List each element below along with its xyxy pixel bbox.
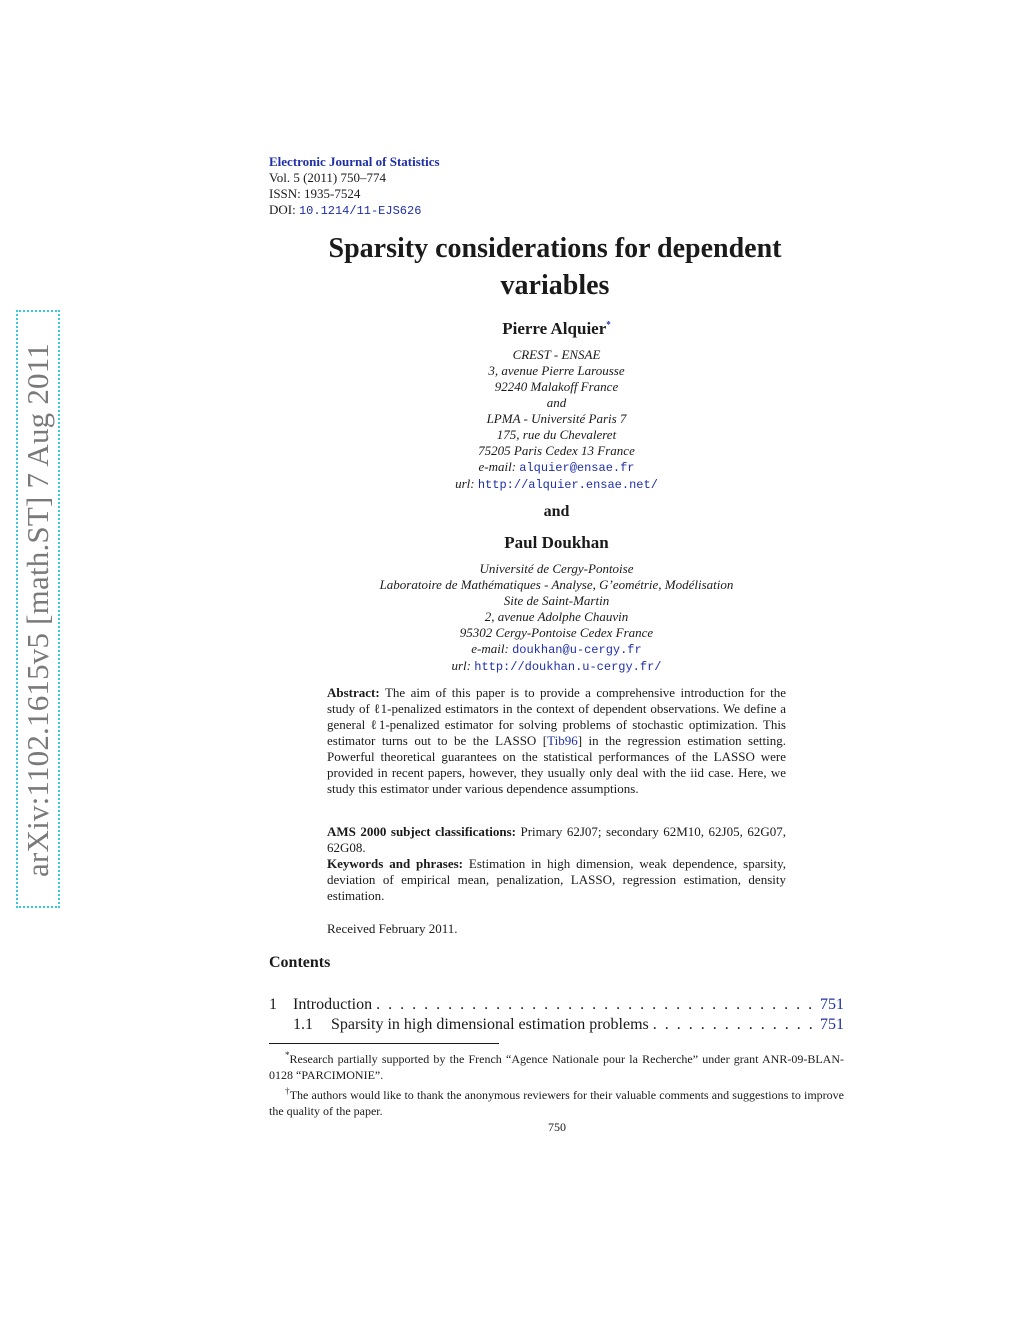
affiliation-line: 75205 Paris Cedex 13 France: [478, 443, 635, 458]
affiliation-line: 175, rue du Chevaleret: [496, 427, 617, 442]
journal-name-link[interactable]: Electronic Journal of Statistics: [269, 154, 440, 169]
author-1-affiliation: [300, 347, 813, 493]
author-1-url-line: [300, 476, 813, 493]
author-1-url-link[interactable]: http://alquier.ensae.net/: [477, 478, 658, 492]
author-1-name-text: Pierre Alquier: [502, 319, 607, 338]
toc-title: Introduction: [293, 996, 373, 1013]
affiliation-line: 95302 Cergy-Pontoise Cedex France: [459, 625, 654, 640]
affiliation-line: and: [546, 395, 567, 410]
citation-link[interactable]: Tib96: [547, 733, 578, 748]
authors-and: and: [543, 503, 570, 520]
arxiv-stamp-text: arXiv:1102.1615v5 [math.ST] 7 Aug 2011: [20, 343, 55, 877]
affiliation-line: Laboratoire de Mathématiques - Analyse, G’eométrie, Modélisation: [379, 577, 734, 592]
toc-entry[interactable]: [293, 1015, 844, 1035]
paper-title: [230, 230, 880, 304]
footnote: [269, 1083, 844, 1119]
ams-text: Primary 62J07; secondary 62M10, 62J05, 62G07, 62G08.: [327, 824, 786, 855]
author-2-url-link[interactable]: http://doukhan.u-cergy.fr/: [474, 660, 662, 674]
keywords-label: Keywords and phrases:: [327, 856, 463, 871]
footnote: [269, 1047, 844, 1083]
ams-classification: [327, 824, 786, 856]
toc-title: Sparsity in high dimensional estimation problems: [331, 1016, 649, 1033]
footnote-mark-link[interactable]: *: [606, 319, 611, 330]
keywords: [327, 856, 786, 904]
abstract-text: The aim of this paper is to provide a comprehensive introduction for the study of ℓ1-penalized estimators in the context of dependent observations. We define a general ℓ1-penalized estimator for solving problems of stochastic optimization. This estimator turns out to be the LASSO: [327, 685, 787, 748]
abstract: Abstract: The aim of this paper is to provide a comprehensive introduction for the study of ℓ1-penalized estimators in the context of dependent observations. We define a general ℓ1-penalized estimator for solving problems of stochastic optimization. This estimator turns out to be the LASSO [Tib96] in the regression estimation setting. Powerful theoretical guarantees on the statistical performances of the LASSO were provided in recent papers, however, they usually only deal with the iid case. Here, we study this estimator under various dependence assumptions.: [327, 685, 787, 796]
arxiv-stamp: [16, 310, 64, 912]
title-line-2: variables: [500, 270, 610, 301]
affiliation-line: 92240 Malakoff France: [494, 379, 619, 394]
author-2-email-line: [300, 641, 813, 658]
keywords-text: Estimation in high dimension, weak dependence, sparsity, deviation of empirical mean, penalization, LASSO, regression estimation, density estimation.: [327, 856, 787, 903]
classification-block: [327, 824, 786, 904]
toc-page-link[interactable]: 751: [820, 1016, 844, 1033]
author-2-name: Paul Doukhan: [504, 533, 609, 552]
toc-leader: [376, 995, 816, 1015]
email-label: e-mail:: [478, 459, 517, 474]
author-1-email-link[interactable]: alquier@ensae.fr: [519, 461, 635, 475]
contents-heading: Contents: [269, 954, 331, 971]
affiliation-line: Université de Cergy-Pontoise: [479, 561, 634, 576]
author-1-email-line: [300, 459, 813, 476]
footnote-text: The authors would like to thank the anonymous reviewers for their valuable comments and suggestions to improve the quality of the paper.: [269, 1088, 845, 1118]
ams-label: AMS 2000 subject classifications:: [327, 824, 516, 839]
abstract-text-continued: in the regression estimation setting. Powerful theoretical guarantees on the statistical performances of the LASSO were provided in recent papers, however, they usually only deal with the iid case. Here, we study this estimator under various dependence assumptions.: [327, 733, 786, 796]
url-label: url:: [455, 476, 475, 491]
journal-issn: ISSN: 1935-7524: [269, 186, 361, 201]
doi-link[interactable]: 10.1214/11-EJS626: [298, 204, 422, 218]
received-date: Received February 2011.: [327, 921, 458, 936]
affiliation-line: 3, avenue Pierre Larousse: [488, 363, 625, 378]
journal-header: [269, 154, 440, 219]
author-2-email-link[interactable]: doukhan@u-cergy.fr: [512, 643, 642, 657]
toc-page-link[interactable]: 751: [820, 996, 844, 1013]
footnote-mark: *: [285, 1050, 290, 1060]
author-2-url-line: [300, 658, 813, 675]
author-1-name: [300, 319, 813, 339]
toc-number: 1.1: [293, 1016, 313, 1033]
affiliation-line: LPMA - Université Paris 7: [486, 411, 627, 426]
author-2-affiliation: [300, 561, 813, 675]
footnotes: [269, 1047, 844, 1119]
doi-label: DOI:: [269, 202, 296, 217]
footnote-mark: †: [285, 1086, 290, 1096]
affiliation-line: 2, avenue Adolphe Chauvin: [484, 609, 629, 624]
journal-volume: Vol. 5 (2011) 750–774: [269, 170, 386, 185]
journal-doi: [269, 202, 440, 219]
affiliation-line: Site de Saint-Martin: [503, 593, 610, 608]
affiliation-line: CREST - ENSAE: [512, 347, 601, 362]
page-number: 750: [548, 1120, 566, 1134]
toc-entry[interactable]: [269, 995, 844, 1015]
footnote-rule: [269, 1043, 499, 1044]
email-label: e-mail:: [471, 641, 509, 656]
footnote-text: Research partially supported by the French “Agence Nationale pour la Recherche” under grant ANR-09-BLAN-0128 “PARCIMONIE”.: [269, 1052, 844, 1082]
title-line-1: Sparsity considerations for dependent: [328, 233, 782, 264]
url-label: url:: [451, 658, 471, 673]
abstract-label: Abstract:: [327, 685, 380, 700]
toc-number: 1: [269, 996, 277, 1013]
toc-leader: [653, 1015, 816, 1035]
